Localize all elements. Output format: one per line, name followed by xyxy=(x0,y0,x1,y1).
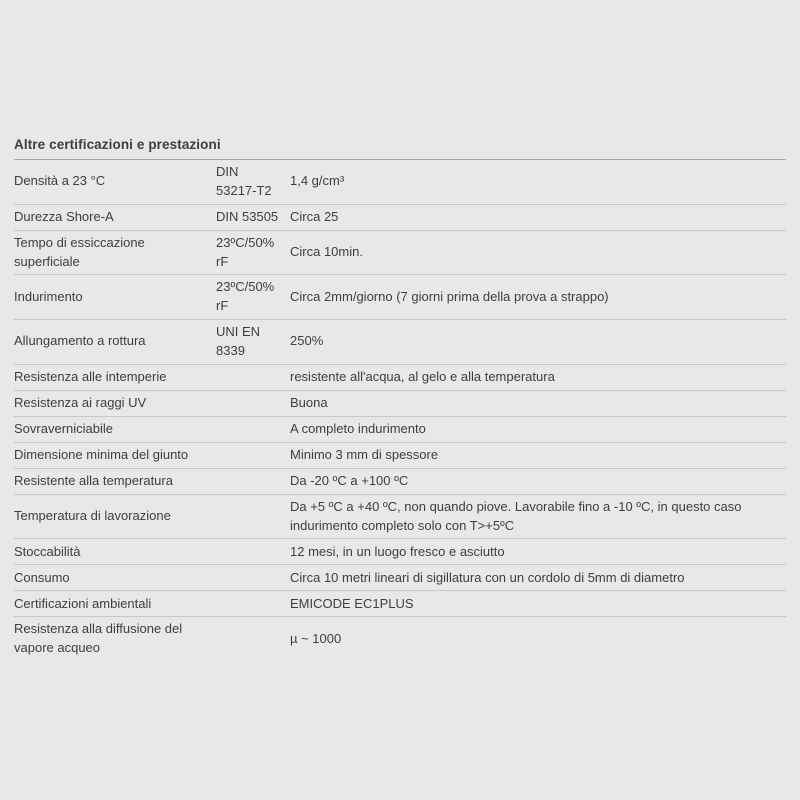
property-label: Densità a 23 °C xyxy=(14,173,106,189)
table-row xyxy=(14,365,786,391)
table-row xyxy=(14,539,786,565)
standard-reference: UNI EN 8339 xyxy=(216,324,261,358)
property-value: EMICODE EC1PLUS xyxy=(290,595,414,611)
property-label: Certificazioni ambientali xyxy=(14,595,152,611)
property-value: 12 mesi, in un luogo fresco e asciutto xyxy=(290,543,505,559)
property-label: Resistenza alla diffusione del vapore acqueo xyxy=(14,621,183,656)
property-value: µ ~ 1000 xyxy=(290,630,342,646)
table-row xyxy=(14,320,786,365)
table-title: Altre certificazioni e prestazioni xyxy=(14,137,786,160)
table-row xyxy=(14,160,786,205)
standard-reference: 23ºC/50% rF xyxy=(216,279,275,314)
table-rows xyxy=(14,160,786,661)
standard-reference: DIN 53217-T2 xyxy=(216,164,272,198)
property-label: Tempo di essiccazione superficiale xyxy=(14,234,145,269)
table-row xyxy=(14,565,786,591)
property-label: Stoccabilità xyxy=(14,543,81,559)
property-label: Sovraverniciabile xyxy=(14,420,113,436)
property-value: A completo indurimento xyxy=(290,420,426,436)
property-label: Consumo xyxy=(14,569,70,585)
table-row xyxy=(14,617,786,661)
property-label: Allungamento a rottura xyxy=(14,333,146,349)
property-label: Resistenza alle intemperie xyxy=(14,368,167,384)
property-value: 250% xyxy=(290,333,324,349)
property-value: resistente all'acqua, al gelo e alla temperatura xyxy=(290,368,555,384)
table-row xyxy=(14,591,786,617)
property-value: Circa 10min. xyxy=(290,244,363,260)
property-label: Temperatura di lavorazione xyxy=(14,508,171,524)
table-row xyxy=(14,443,786,469)
property-label: Durezza Shore-A xyxy=(14,208,114,224)
property-label: Resistenza ai raggi UV xyxy=(14,394,147,410)
standard-reference: DIN 53505 xyxy=(216,208,279,224)
table-row xyxy=(14,495,786,540)
standard-reference: 23ºC/50% rF xyxy=(216,234,275,269)
property-label: Resistente alla temperatura xyxy=(14,472,173,488)
spec-table xyxy=(14,0,786,661)
table-row xyxy=(14,417,786,443)
property-value: Da +5 ºC a +40 ºC, non quando piove. Lavorabile fino a -10 ºC, in questo caso indurimento completo solo con T>+5ºC xyxy=(290,498,742,533)
property-value: Buona xyxy=(290,394,328,410)
property-value: Circa 10 metri lineari di sigillatura con un cordolo di 5mm di diametro xyxy=(290,569,685,585)
property-label: Indurimento xyxy=(14,288,83,304)
property-label: Dimensione minima del giunto xyxy=(14,446,189,462)
property-value: Circa 25 xyxy=(290,208,339,224)
table-row xyxy=(14,391,786,417)
table-row xyxy=(14,469,786,495)
table-row xyxy=(14,231,786,276)
property-value: Minimo 3 mm di spessore xyxy=(290,446,439,462)
table-row xyxy=(14,275,786,320)
property-value: Da -20 ºC a +100 ºC xyxy=(290,472,409,488)
property-value: 1,4 g/cm³ xyxy=(290,173,345,189)
property-value: Circa 2mm/giorno (7 giorni prima della prova a strappo) xyxy=(290,288,609,304)
table-row xyxy=(14,205,786,231)
